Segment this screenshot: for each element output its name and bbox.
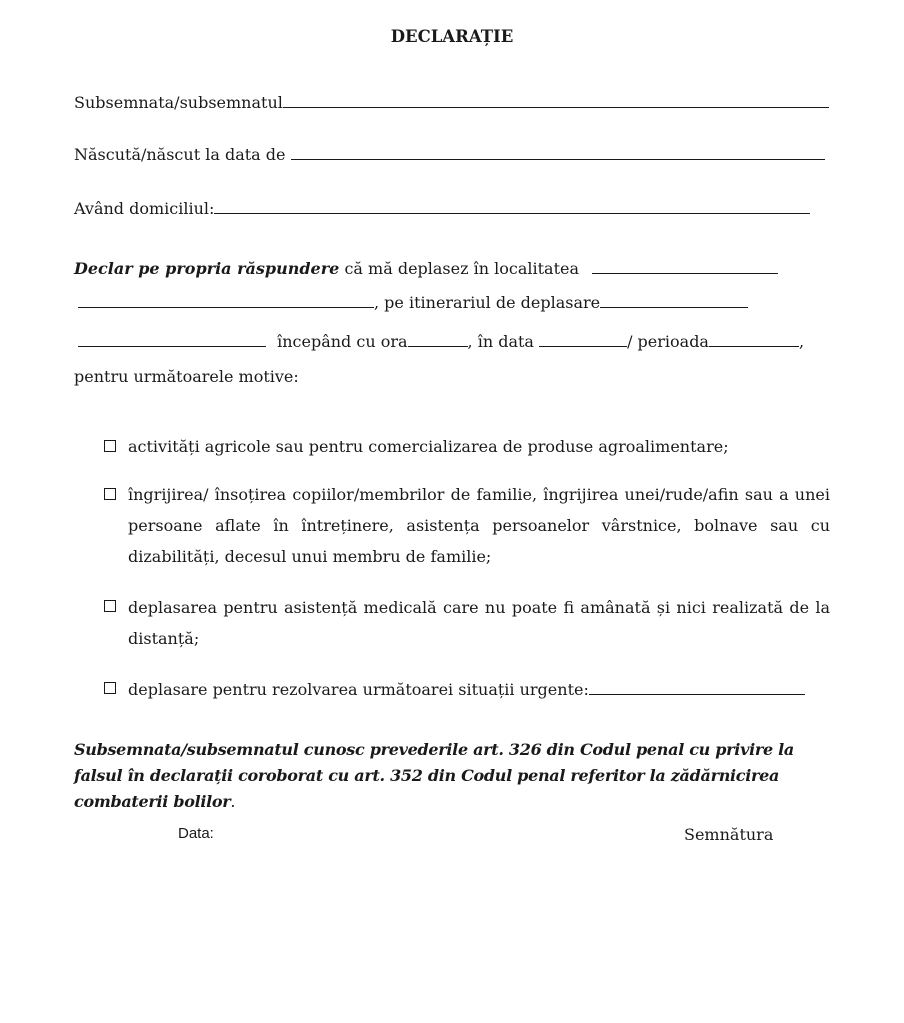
itinerary-continued-input-line[interactable] — [78, 331, 266, 347]
itinerary-label: , pe itinerariul de deplasare — [374, 293, 601, 312]
option-3-checkbox[interactable] — [104, 600, 116, 612]
date-input-line[interactable] — [539, 331, 627, 347]
itinerary-input-line[interactable] — [600, 292, 748, 308]
birth-row — [74, 144, 825, 165]
option-4-text: deplasare pentru rezolvarea următoarei situații urgente: — [128, 680, 589, 699]
hour-label: începând cu ora — [277, 332, 408, 351]
address-label: Având domiciliul: — [74, 199, 215, 218]
declaration-line-2 — [78, 292, 748, 313]
date-footer-label: Data: — [178, 825, 214, 842]
period-input-line[interactable] — [709, 331, 799, 347]
option-1-text: activități agricole sau pentru comercializarea de produse agroalimentare; — [128, 437, 729, 456]
declaration-locality-text: că mă deplasez în localitatea — [344, 259, 580, 278]
legal-statement-period: . — [230, 792, 236, 811]
name-label: Subsemnata/subsemnatul — [74, 93, 283, 112]
legal-statement-text: Subsemnata/subsemnatul cunosc prevederile art. 326 din Codul penal cu privire la falsul în declarații coroborat cu art. 352 din Codul penal referitor la zădărnicirea combaterii bolilor — [74, 740, 794, 811]
address-row — [74, 198, 810, 219]
option-2-text: îngrijirea/ însoțirea copiilor/membrilor de familie, îngrijirea unei/rude/afin sau a unei persoane aflate în întreținere, asistența persoanelor vârstnice, bolnave sau cu dizabilități, decesul unui membru de familie; — [128, 485, 830, 566]
urgent-situation-input-line[interactable] — [589, 679, 805, 695]
document-title: DECLARAȚIE — [390, 27, 514, 46]
option-2-checkbox[interactable] — [104, 488, 116, 500]
birth-date-input-line[interactable] — [291, 144, 825, 160]
option-4-checkbox[interactable] — [104, 682, 116, 694]
option-3-text: deplasarea pentru asistență medicală care nu poate fi amânată și nici realizată de la distanță; — [128, 598, 830, 648]
declaration-line-3 — [78, 331, 804, 352]
locality-input-line[interactable] — [592, 258, 778, 274]
birth-label: Născută/născut la data de — [74, 145, 286, 164]
declaration-line-1 — [74, 258, 778, 279]
address-input-line[interactable] — [214, 198, 810, 214]
declaration-intro: Declar pe propria răspundere — [74, 259, 340, 278]
signature-label: Semnătura — [684, 825, 774, 844]
legal-statement — [74, 737, 834, 815]
name-input-line[interactable] — [283, 92, 829, 108]
period-label: / perioada — [627, 332, 709, 351]
option-1-checkbox[interactable] — [104, 440, 116, 452]
reasons-label: pentru următoarele motive: — [74, 367, 299, 386]
locality-continued-input-line[interactable] — [78, 292, 374, 308]
date-label: , în data — [467, 332, 534, 351]
option-4-row — [128, 674, 830, 705]
name-row — [74, 92, 829, 113]
period-comma: , — [798, 332, 805, 351]
hour-input-line[interactable] — [408, 331, 468, 347]
